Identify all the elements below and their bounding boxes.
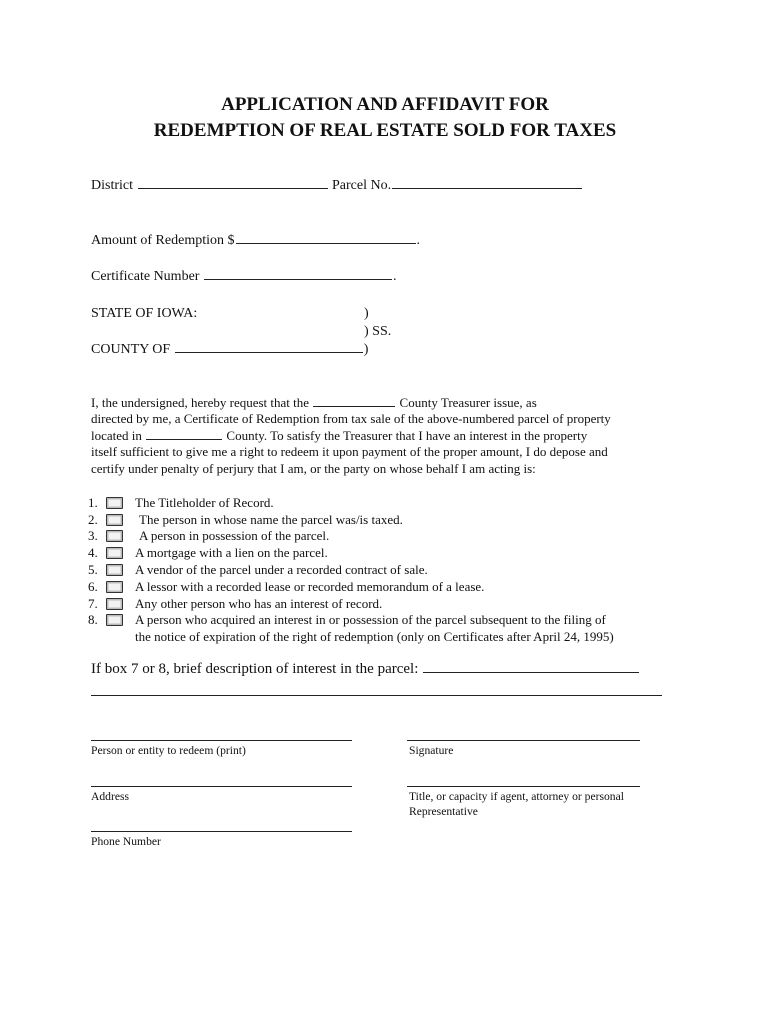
option-1-number: 1. [88,495,98,510]
statement-line-4: itself sufficient to give me a right to redeem it upon payment of the proper amount, I do depose and [91,444,608,459]
treasurer-county-input-line[interactable] [313,405,395,407]
amount-input-line[interactable] [236,242,416,244]
venue-paren-3: ) [363,342,369,357]
option-2-text: The person in whose name the parcel was/is taxed. [139,512,403,527]
certificate-input-line[interactable] [204,278,392,280]
option-3-checkbox[interactable] [106,530,123,542]
person-input-line[interactable] [91,740,352,741]
form-title-line2: REDEMPTION OF REAL ESTATE SOLD FOR TAXES [153,120,617,141]
statement-line-3 [91,428,587,444]
statement-text-3a: located in [91,428,142,443]
certificate-label: Certificate Number [91,269,200,284]
interest-input-line-1[interactable] [423,671,639,673]
amount-label: Amount of Redemption $ [91,233,235,248]
address-input-line[interactable] [91,786,352,787]
option-4-checkbox[interactable] [106,547,123,559]
option-5-checkbox[interactable] [106,564,123,576]
address-label: Address [91,790,129,803]
certificate-period: . [392,269,397,284]
interest-label: If box 7 or 8, brief description of interest in the parcel: [91,661,419,677]
form-title-line1: APPLICATION AND AFFIDAVIT FOR [221,94,549,115]
option-1-checkbox[interactable] [106,497,123,509]
parcel-label: Parcel No. [332,178,392,193]
option-2-number: 2. [88,512,98,527]
interest-field [91,661,640,678]
district-field [91,178,583,194]
statement-text-1a: I, the undersigned, hereby request that the [91,395,310,410]
signature-input-line[interactable] [407,740,640,741]
statement-text-1b: County Treasurer issue, as [399,395,537,410]
state-label: STATE OF IOWA: [91,306,198,321]
option-7-text: Any other person who has an interest of record. [135,596,383,611]
person-label: Person or entity to redeem (print) [91,744,246,757]
statement-line-5: certify under penalty of perjury that I am, or the party on whose behalf I am acting is: [91,461,536,476]
county-label: COUNTY OF [91,342,171,357]
district-label: District [91,178,133,193]
venue-paren-1: ) [364,306,369,321]
option-3-number: 3. [88,528,98,543]
parcel-input-line[interactable] [392,187,582,189]
venue-ss: ) SS. [364,324,392,339]
option-8-number: 8. [88,612,98,627]
option-6-text: A lessor with a recorded lease or recorded memorandum of a lease. [135,579,485,594]
title-capacity-label-2: Representative [409,805,478,818]
statement-line-2: directed by me, a Certificate of Redemption from tax sale of the above-numbered parcel of property [91,411,611,426]
option-7-number: 7. [88,596,98,611]
amount-period: . [416,233,420,248]
phone-label: Phone Number [91,835,161,848]
certificate-field [91,269,396,285]
option-3-text: A person in possession of the parcel. [139,528,330,543]
title-capacity-label-1: Title, or capacity if agent, attorney or personal [409,790,624,803]
option-6-checkbox[interactable] [106,581,123,593]
option-4-text: A mortgage with a lien on the parcel. [135,545,328,560]
statement-text-3b: County. To satisfy the Treasurer that I have an interest in the property [226,428,588,443]
located-county-input-line[interactable] [146,438,222,440]
option-5-text: A vendor of the parcel under a recorded contract of sale. [135,562,428,577]
signature-label: Signature [409,744,454,757]
statement-line-1 [91,395,537,411]
phone-input-line[interactable] [91,831,352,832]
amount-field [91,233,420,249]
option-8-text: A person who acquired an interest in or possession of the parcel subsequent to the filing of [135,612,606,627]
option-6-number: 6. [88,579,98,594]
option-8-text-continued: the notice of expiration of the right of redemption (only on Certificates after April 24, 1995) [135,629,614,644]
county-field [91,342,368,358]
option-4-number: 4. [88,545,98,560]
interest-input-line-2[interactable] [91,695,662,696]
county-input-line[interactable] [175,351,363,353]
option-2-checkbox[interactable] [106,514,123,526]
option-7-checkbox[interactable] [106,598,123,610]
option-5-number: 5. [88,562,98,577]
option-1-text: The Titleholder of Record. [135,495,274,510]
title-capacity-input-line[interactable] [407,786,640,787]
option-8-checkbox[interactable] [106,614,123,626]
district-input-line[interactable] [138,187,328,189]
